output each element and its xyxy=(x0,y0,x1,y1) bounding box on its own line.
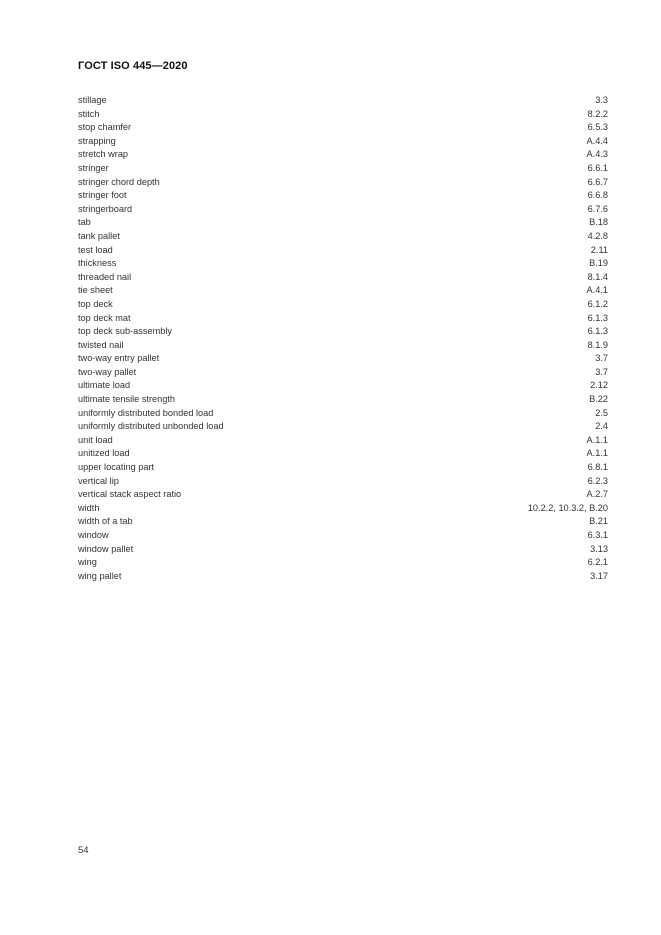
index-term: width of a tab xyxy=(78,516,133,527)
index-reference: 6.6.8 xyxy=(587,190,608,201)
index-entry xyxy=(78,108,608,122)
index-term: test load xyxy=(78,244,113,255)
index-entry xyxy=(78,257,608,271)
index-reference: 6.1.3 xyxy=(587,312,608,323)
index-reference: A.2.7 xyxy=(586,489,608,500)
index-reference: A.4.1 xyxy=(586,285,608,296)
index-term: uniformly distributed bonded load xyxy=(78,407,214,418)
index-reference: 6.6.7 xyxy=(587,176,608,187)
document-header: ГОСТ ISO 445—2020 xyxy=(78,60,188,72)
index-term: wing pallet xyxy=(78,570,122,581)
index-reference: 6.3.1 xyxy=(587,530,608,540)
index-entry xyxy=(78,543,608,557)
index-reference: B.18 xyxy=(589,217,608,228)
index-reference: 6.7.6 xyxy=(587,203,608,214)
index-entry xyxy=(78,339,608,353)
index-term: strapping xyxy=(78,135,116,146)
index-reference: 3.17 xyxy=(590,570,608,581)
index-term: top deck xyxy=(78,298,113,309)
index-reference: A.4.4 xyxy=(586,135,608,146)
index-term: uniformly distributed unbonded load xyxy=(78,421,224,432)
index-entry xyxy=(78,298,608,312)
index-entry xyxy=(78,230,608,244)
index-term: stringer foot xyxy=(78,190,127,201)
index-term: vertical stack aspect ratio xyxy=(78,489,182,500)
index-entry xyxy=(78,176,608,190)
index-entry xyxy=(78,393,608,407)
index-reference: 6.8.1 xyxy=(587,462,608,473)
index-reference: B.21 xyxy=(589,516,608,527)
index-reference: 10.2.2, 10.3.2, B.20 xyxy=(527,502,608,513)
index-reference: B.22 xyxy=(589,394,608,405)
index-term: two-way entry pallet xyxy=(78,353,160,364)
index-term: tank pallet xyxy=(78,230,120,241)
index-entry xyxy=(78,189,608,203)
index-reference: 3.7 xyxy=(595,353,608,364)
index-reference: 2.12 xyxy=(590,380,608,391)
index-term: stretch wrap xyxy=(78,149,129,160)
page-number: 54 xyxy=(78,845,89,856)
index-reference: 8.1.4 xyxy=(587,271,608,282)
index-term: width xyxy=(78,502,100,513)
index-entry xyxy=(78,379,608,393)
alphabetical-index-list xyxy=(78,94,608,583)
index-term: ultimate load xyxy=(78,380,131,391)
index-entry xyxy=(78,352,608,366)
index-reference: A.4.3 xyxy=(586,149,608,160)
index-entry xyxy=(78,121,608,135)
index-term: unitized load xyxy=(78,448,130,459)
index-reference: 6.1.2 xyxy=(587,298,608,309)
index-entry xyxy=(78,570,608,584)
index-entry xyxy=(78,366,608,380)
index-term: window pallet xyxy=(78,543,134,554)
index-term: top deck sub-assembly xyxy=(78,326,172,337)
index-entry xyxy=(78,556,608,570)
index-entry xyxy=(78,488,608,502)
index-reference: 8.2.2 xyxy=(587,108,608,119)
index-reference: 3.3 xyxy=(595,95,608,105)
index-term: threaded nail xyxy=(78,271,132,282)
index-entry xyxy=(78,434,608,448)
index-term: tab xyxy=(78,217,91,228)
index-entry xyxy=(78,284,608,298)
index-entry xyxy=(78,135,608,149)
index-entry xyxy=(78,447,608,461)
index-term: unit load xyxy=(78,434,113,445)
index-entry xyxy=(78,407,608,421)
index-term: stitch xyxy=(78,108,100,119)
index-entry xyxy=(78,148,608,162)
index-reference: 3.7 xyxy=(595,366,608,377)
index-entry xyxy=(78,94,608,108)
index-reference: A.1.1 xyxy=(586,434,608,445)
index-reference: 2.5 xyxy=(595,407,608,418)
index-entry xyxy=(78,216,608,230)
index-reference: A.1.1 xyxy=(586,448,608,459)
index-term: ultimate tensile strength xyxy=(78,394,176,405)
index-entry xyxy=(78,244,608,258)
index-entry xyxy=(78,271,608,285)
index-term: stringer xyxy=(78,162,109,173)
index-term: stillage xyxy=(78,95,107,105)
index-entry xyxy=(78,529,608,543)
index-term: stringer chord depth xyxy=(78,176,160,187)
index-term: upper locating part xyxy=(78,462,155,473)
index-term: stop chamfer xyxy=(78,122,132,133)
index-term: window xyxy=(78,530,109,540)
index-reference: 2.4 xyxy=(595,421,608,432)
index-reference: 2.11 xyxy=(590,244,608,255)
index-reference: 4.2.8 xyxy=(587,230,608,241)
index-term: stringerboard xyxy=(78,203,133,214)
index-entry xyxy=(78,325,608,339)
index-term: twisted nail xyxy=(78,339,124,350)
index-entry xyxy=(78,203,608,217)
index-entry xyxy=(78,475,608,489)
index-reference: 6.1.3 xyxy=(587,326,608,337)
index-reference: 3.13 xyxy=(590,543,608,554)
index-entry xyxy=(78,162,608,176)
index-entry xyxy=(78,515,608,529)
index-term: tie sheet xyxy=(78,285,113,296)
index-term: wing xyxy=(78,557,97,568)
index-entry xyxy=(78,502,608,516)
index-reference: 6.2.3 xyxy=(587,475,608,486)
index-entry xyxy=(78,420,608,434)
index-term: top deck mat xyxy=(78,312,131,323)
index-reference: 6.2.1 xyxy=(587,557,608,568)
index-reference: B.19 xyxy=(589,258,608,269)
index-reference: 6.5.3 xyxy=(587,122,608,133)
index-reference: 6.6.1 xyxy=(587,162,608,173)
index-term: two-way pallet xyxy=(78,366,137,377)
index-reference: 8.1.9 xyxy=(587,339,608,350)
index-entry xyxy=(78,461,608,475)
index-entry xyxy=(78,312,608,326)
index-term: thickness xyxy=(78,258,117,269)
index-term: vertical lip xyxy=(78,475,119,486)
